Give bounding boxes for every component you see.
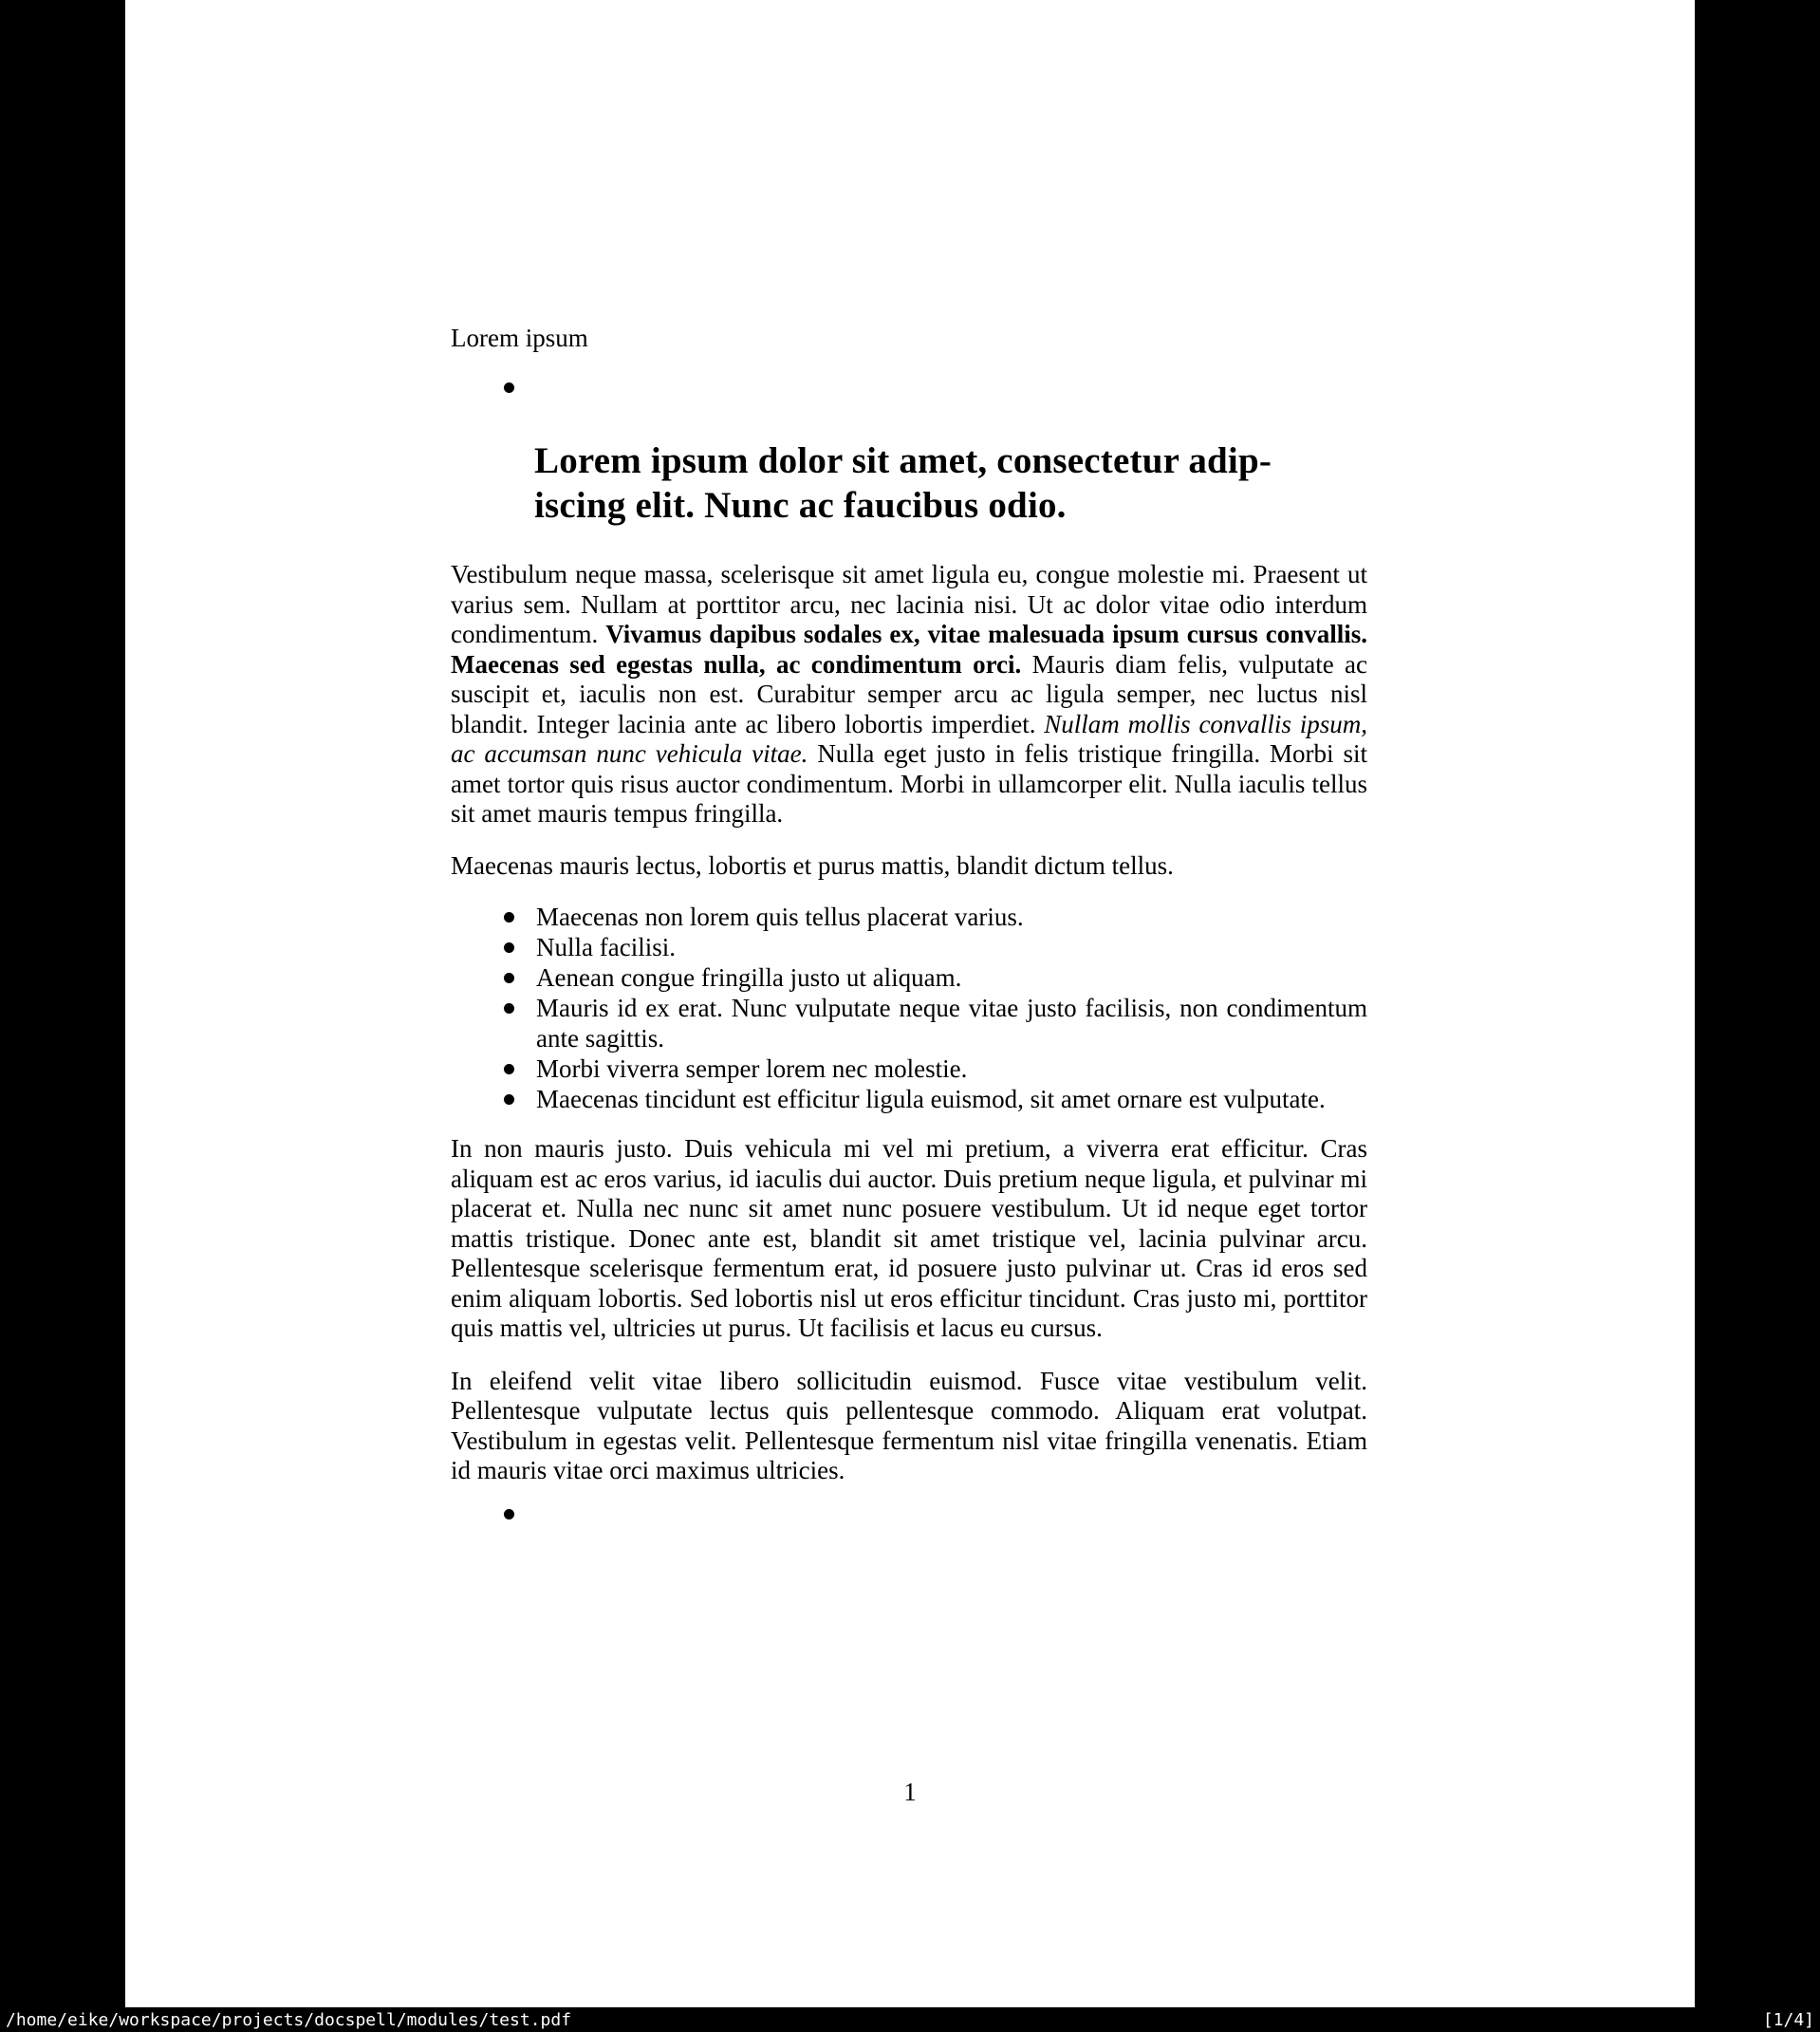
statusbar-page-indicator: [1/4] [1762, 2009, 1814, 2030]
section-heading [534, 438, 1367, 528]
section-heading-line-1: Lorem ipsum dolor sit amet, consectetur adip- [534, 440, 1272, 481]
section-heading-line-2: iscing elit. Nunc ac faucibus odio. [534, 485, 1067, 526]
paragraph-1-segment-normal: Mauris diam felis, vulputate ac suscipit et, iaculis non est. Curabitur semper arcu ac ligula semper, nec luctus nisl blandit. Integer lacinia ante ac libero lobortis imperdiet. [451, 649, 1368, 738]
list-item-text: Aenean congue fringilla justo ut aliquam. [536, 963, 962, 992]
statusbar-file-path: /home/eike/workspace/projects/docspell/modules/test.pdf [6, 2009, 572, 2030]
page-content [451, 0, 1367, 1529]
document-page[interactable] [125, 0, 1695, 2007]
list-item [451, 932, 1367, 962]
paragraph-1 [451, 560, 1367, 830]
paragraph-3: In non mauris justo. Duis vehicula mi vel mi pretium, a viverra erat efficitur. Cras aliquam est ac eros varius, id iaculis dui auctor. Duis pretium neque ligula, et pulvinar mi placerat et. Nulla nec nunc sit amet nunc posuere vestibulum. Ut id neque eget tortor mattis tristique. Donec ante est, blandit sit amet tristique vel, lacinia pulvinar arcu. Pellentesque scelerisque fermentum erat, id posuere justo pulvinar ut. Cras id eros sed enim aliquam lobortis. Sed lobortis nisl ut eros efficitur tincidunt. Cras justo mi, porttitor quis mattis vel, ultricies ut purus. Ut facilisis et lacus eu cursus. [451, 1134, 1367, 1342]
paragraph-1-segment-bold: Vivamus dapibus sodales ex, vitae malesuada ipsum cursus convallis. Maecenas sed egestas nulla, ac condimentum orci. [451, 620, 1367, 679]
list-item [451, 993, 1367, 1053]
paragraph-2: Maecenas mauris lectus, lobortis et purus mattis, blandit dictum tellus. [451, 850, 1174, 880]
empty-list-item [451, 372, 1367, 402]
page-number: 1 [903, 1778, 917, 1806]
list-item [451, 962, 1367, 993]
bullet-icon [504, 1509, 514, 1519]
list-item-text: Nulla facilisi. [536, 933, 676, 961]
list-item-text: Mauris id ex erat. Nunc vulputate neque vitae justo facilisis, non condimentum ante sagittis. [536, 994, 1367, 1053]
list-item-text: Maecenas tincidunt est efficitur ligula euismod, sit amet ornare est vulputate. [536, 1085, 1326, 1113]
empty-list-item [451, 1499, 1367, 1529]
bullet-icon [504, 382, 514, 393]
paragraph-1-segment-normal: Vestibulum neque massa, scelerisque sit amet ligula eu, congue molestie mi. Praesent ut varius sem. Nullam at porttitor arcu, nec lacinia nisi. Ut ac dolor vitae odio interdum condimentum. [451, 560, 1367, 648]
list-item-text: Morbi viverra semper lorem nec molestie. [536, 1054, 968, 1083]
list-item-text: Maecenas non lorem quis tellus placerat varius. [536, 903, 1024, 931]
paragraph-4: In eleifend velit vitae libero sollicitudin euismod. Fusce vitae vestibulum velit. Pellentesque vulputate lectus quis pellentesque commodo. Aliquam erat volutpat. Vestibulum in egestas velit. Pellentesque fermentum nisl vitae fringilla venenatis. Etiam id mauris vitae orci maximus ultricies. [451, 1366, 1367, 1484]
statusbar [0, 2007, 1820, 2032]
intro-paragraph: Lorem ipsum [451, 324, 588, 352]
list-item [451, 1084, 1367, 1114]
list-item [451, 902, 1367, 932]
bullet-list [451, 902, 1367, 1114]
paragraph-1-segment-italic: Nullam mollis convallis ipsum, ac accumsan nunc vehicula vitae. [451, 709, 1367, 768]
paragraph-1-segment-normal: Nulla eget justo in felis tristique fringilla. Morbi sit amet tortor quis risus auctor condimentum. Morbi in ullamcorper elit. Nulla iaculis tellus sit amet mauris tempus fringilla. [451, 739, 1367, 828]
list-item [451, 1053, 1367, 1084]
